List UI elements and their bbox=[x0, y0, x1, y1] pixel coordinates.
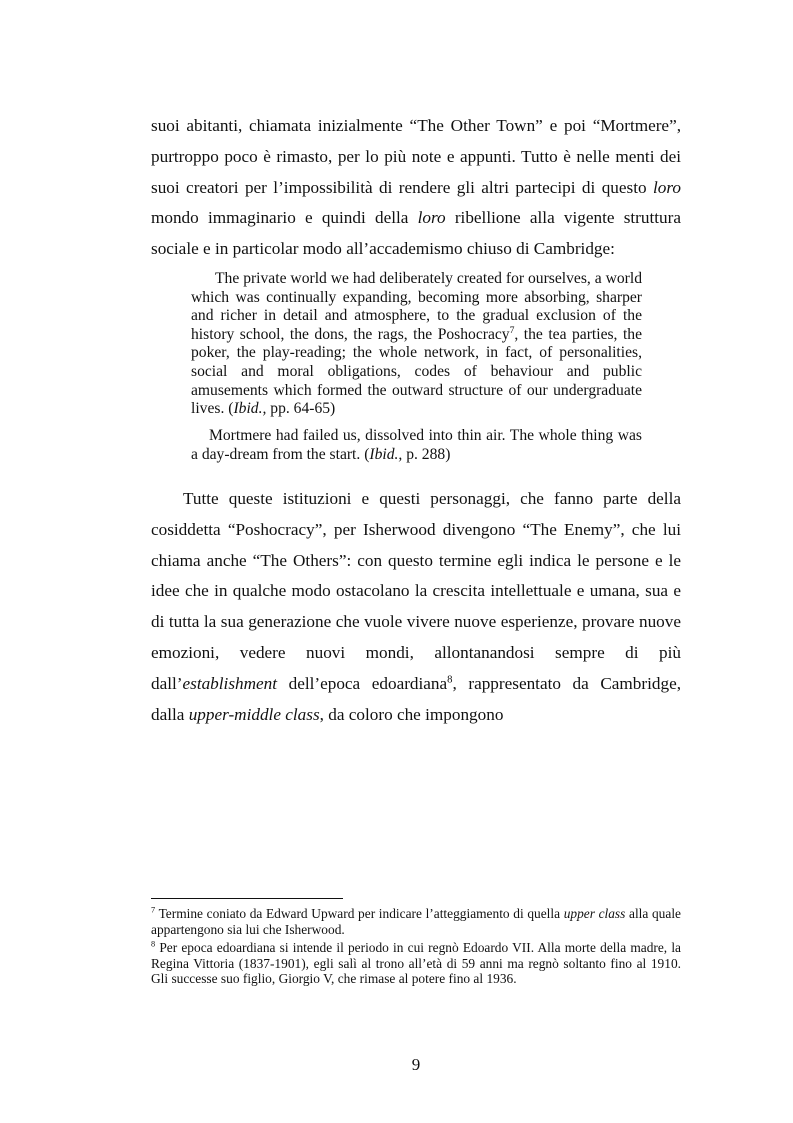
body-paragraph-2 bbox=[151, 484, 681, 730]
footnote-number: 7 bbox=[151, 905, 156, 915]
text-run: suoi abitanti, chiamata inizialmente “The Other Town” e poi “Mortmere”, purtroppo poco è rimasto, per lo più note e appunti. Tutto è nelle menti dei suoi creatori per l’impossibilità di rendere gli altri partecipi di questo bbox=[151, 116, 681, 197]
page-number: 9 bbox=[411, 1055, 421, 1074]
text-run: , da coloro che impongono bbox=[319, 704, 504, 724]
emphasis-upper-class: upper class bbox=[563, 906, 626, 921]
text-run: , rappresentato da Cambridge, dalla bbox=[151, 673, 681, 724]
footnote-number: 8 bbox=[151, 939, 156, 949]
citation-ibid: Ibid., bbox=[369, 445, 403, 463]
footnote-ref-8[interactable]: 8 bbox=[447, 674, 453, 686]
footnote-8 bbox=[151, 940, 681, 987]
footnote-separator bbox=[151, 898, 343, 899]
text-run: mondo immaginario e quindi della bbox=[151, 208, 418, 228]
text-run: Mortmere had failed us, dissolved into thin air. The whole thing was a day-dream from the start. ( bbox=[191, 427, 642, 463]
text-run: , the tea parties, the poker, the play-reading; the whole network, in fact, of personalities, social and moral obligations, codes of behaviour and public amusements which formed the outward structure of our undergraduate lives. ( bbox=[191, 325, 642, 418]
footnote-ref-7[interactable]: 7 bbox=[509, 324, 515, 336]
text-run: p. 288) bbox=[402, 445, 451, 463]
text-run: ribellione alla vigente struttura sociale e in particolar modo all’accademismo chiuso di Cambridge: bbox=[151, 208, 681, 259]
block-quote-2 bbox=[191, 427, 642, 464]
block-quote-1 bbox=[191, 270, 642, 419]
emphasis-loro: loro bbox=[652, 177, 681, 197]
text-run: alla quale appartengono sia lui che Isherwood. bbox=[151, 906, 681, 937]
emphasis-establishment: establishment bbox=[182, 673, 278, 693]
emphasis-loro: loro bbox=[417, 208, 446, 228]
text-run: dell’epoca edoardiana bbox=[277, 673, 448, 693]
text-run: The private world we had deliberately created for ourselves, a world which was continually expanding, becoming more absorbing, sharper and richer in detail and atmosphere, to the gradual exclusion of the history school, the dons, the rags, the Poshocracy bbox=[191, 270, 642, 343]
text-run: Per epoca edoardiana si intende il periodo in cui regnò Edoardo VII. Alla morte della madre, la Regina Vittoria (1837-1901), egli salì al trono all’età di 59 anni ma regnò soltanto fino al 1910. Gli successe suo figlio, Giorgio V, che rimase al potere fino al 1936. bbox=[151, 940, 681, 987]
emphasis-upper-middle-class: upper-middle class bbox=[188, 704, 320, 724]
text-run: Tutte queste istituzioni e questi personaggi, che fanno parte della cosiddetta “Poshocracy”, per Isherwood divengono “The Enemy”, che lui chiama anche “The Others”: con questo termine egli indica le persone e le idee che in qualche modo ostacolano la crescita intellettuale e umana, sua e di tutta la sua generazione che vuole vivere nuove esperienze, provare nuove emozioni, vedere nuovi mondi, allontanandosi sempre di più dall’ bbox=[151, 489, 681, 693]
text-run: Termine coniato da Edward Upward per indicare l’atteggiamento di quella bbox=[155, 906, 564, 921]
body-paragraph-1 bbox=[151, 111, 681, 265]
footnote-7 bbox=[151, 906, 681, 937]
text-run: pp. 64-65) bbox=[266, 400, 336, 418]
citation-ibid: Ibid., bbox=[233, 400, 267, 418]
